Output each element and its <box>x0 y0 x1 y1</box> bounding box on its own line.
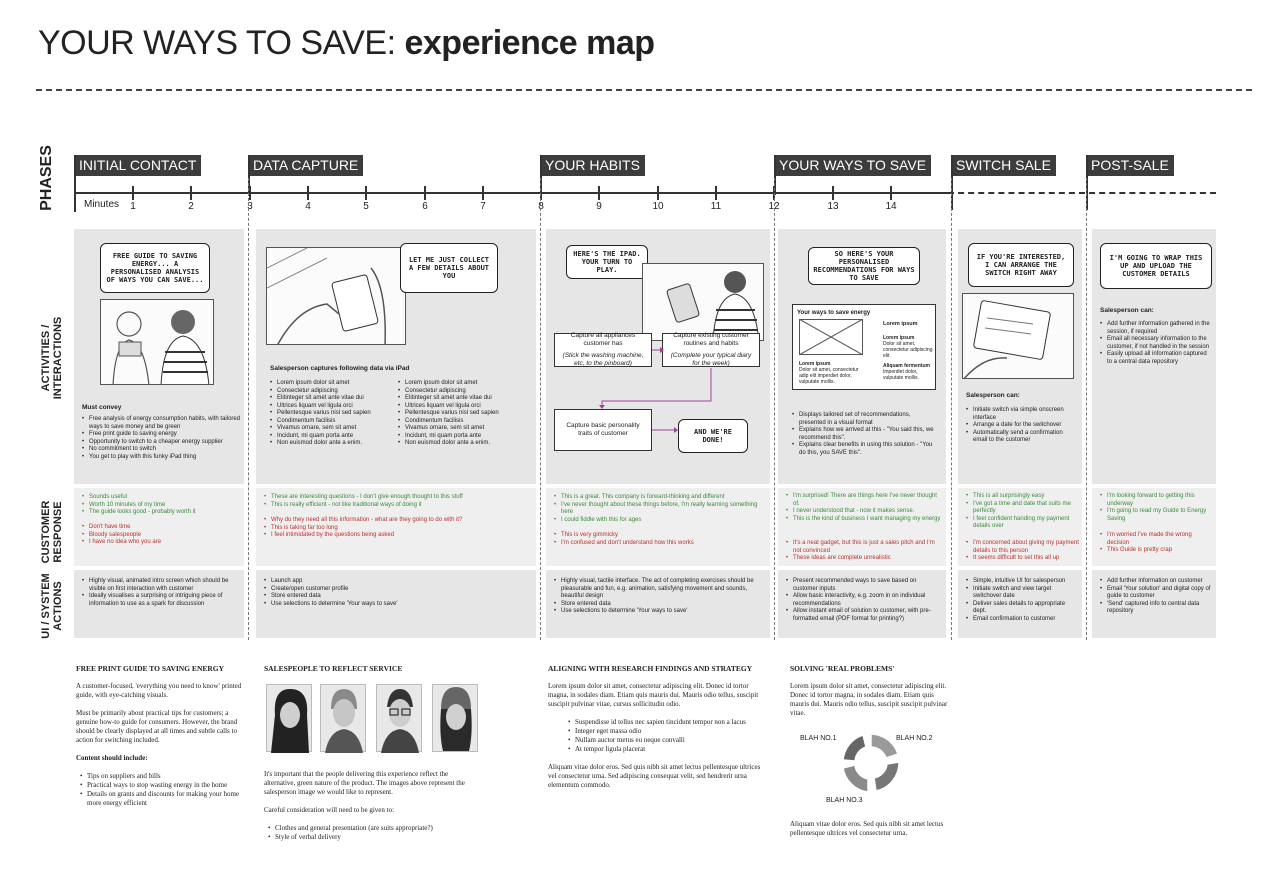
minute-tick <box>890 186 892 200</box>
problems-heading: SOLVING 'REAL PROBLEMS' <box>790 664 895 673</box>
sales-paragraph-1: It's important that the people delivering this experience reflect the alternative, green nature of the product. The images above represent the salesperson image we would like to represent. <box>264 770 465 796</box>
screen-text-1-head: Lorem ipsum <box>883 335 915 341</box>
list-item: • Ultrices liquam vel ligula orci <box>398 403 530 411</box>
row-label-activities <box>40 298 64 418</box>
data-list-column-1 <box>270 380 398 448</box>
minute-label: 13 <box>827 201 839 212</box>
minute-label: 2 <box>188 201 194 212</box>
box-title: Capture basic personality traits of customer <box>566 422 640 437</box>
list-item: • Lorem ipsum dolor sit amet <box>270 380 398 388</box>
customer-post-sale <box>1092 488 1216 566</box>
blah-label-3: BLAH NO.3 <box>826 797 863 804</box>
minute-tick <box>307 186 309 200</box>
list-item: • This is very gimmicky <box>554 532 766 540</box>
negative-responses <box>966 540 1080 563</box>
ui-ways-to-save <box>778 570 946 638</box>
column-separator-1 <box>248 178 249 640</box>
list-item: • Lorem ipsum dolor sit amet <box>398 380 530 388</box>
ui-post-sale <box>1092 570 1216 638</box>
phase-your-habits: YOUR HABITS <box>540 155 645 176</box>
list-item: • Add further information gathered in the session, if required <box>1100 321 1212 336</box>
phase-tick-1 <box>74 155 76 212</box>
speech-bubble: FREE GUIDE TO SAVING ENERGY... A PERSONALISED ANALYSIS OF WAYS YOU CAN SAVE... <box>100 243 210 293</box>
list-item: • I have no idea who you are <box>82 539 242 547</box>
customer-switch-sale <box>958 488 1082 566</box>
problems-paragraph-1: Lorem ipsum dolor sit amet, consectetur adipiscing elit. Donec id tortor magna, in sodales diam. Etiam quis mauris dui. Mauris odio tellus, suscipit suscipit pulvinar vitae. <box>790 682 948 717</box>
minute-tick <box>482 186 484 200</box>
column-separator-3 <box>774 178 775 640</box>
list-item: • Free analysis of energy consumption habits, with tailored ways to save money and be green <box>82 416 242 431</box>
minute-tick <box>249 186 251 200</box>
row-label-phases: PHASES <box>38 145 55 211</box>
ui-data-capture <box>256 570 536 638</box>
list-item: • At tempor ligula placerat <box>568 745 770 754</box>
customer-data-capture <box>256 488 536 566</box>
speech-bubble: SO HERE'S YOUR PERSONALISED RECOMMENDATIONS FOR WAYS TO SAVE <box>808 247 920 285</box>
speech-bubble: HERE'S THE IPAD. YOUR TURN TO PLAY. <box>566 245 648 279</box>
column-separator-5 <box>1086 178 1087 640</box>
list-item: • Store entered data <box>264 593 532 601</box>
ui-actions-list <box>786 578 942 623</box>
list-item: • Consectetur adipiscing <box>270 388 398 396</box>
box-note: (Stick the washing machine, etc, to the pinboard) <box>562 352 644 367</box>
list-item: • Opportunity to switch to a cheaper energy supplier <box>82 439 242 447</box>
research-paragraph-2: Aliquam vitae dolor eros. Sed quis nibh sit amet lectus pellentesque ultrices vel consectetur urna. Sed adipiscing consequat velit, sed hendrerit urna elementum commodo. <box>548 763 761 789</box>
activities-post-sale <box>1092 229 1216 484</box>
list-item: • Explains how we arrived at this - "You said this, we recommend this". <box>792 427 938 442</box>
list-item: • Automatically send a confirmation email to the customer <box>966 430 1078 445</box>
sales-heading: SALESPEOPLE TO REFLECT SERVICE <box>264 664 403 673</box>
list-item: • I could fiddle with this for ages <box>554 517 766 525</box>
list-item: • I feel confident handing my payment details over <box>966 516 1080 531</box>
list-item: • This Guide is pretty crap <box>1100 547 1214 555</box>
blah-label-2: BLAH NO.2 <box>896 735 933 742</box>
screen-heading-1: Lorem ipsum <box>883 321 918 327</box>
list-item: • Don't have time <box>82 524 242 532</box>
minute-tick <box>190 186 192 200</box>
list-item: • Details on grants and discounts for making your home more energy efficient <box>80 790 248 808</box>
list-item: • I've never thought about these things before, I'm really learning something here <box>554 502 766 517</box>
row-label-customer <box>40 492 64 572</box>
negative-responses <box>554 532 766 547</box>
row-label-activities-line1: ACTIVITIES / <box>40 324 52 392</box>
list-item: • Sounds useful <box>82 494 242 502</box>
list-item: • It seems difficult to set this all up <box>966 555 1080 563</box>
list-item: • 'Send' captured info to central data repository <box>1100 601 1214 616</box>
sketch-illustration <box>266 247 406 345</box>
post-sale-heading: Salesperson can: <box>1100 307 1154 314</box>
row-label-ui <box>40 566 64 646</box>
positive-responses <box>786 493 942 523</box>
list-item: • These are interesting questions - I don't give enough thought to this stuff <box>264 494 532 502</box>
research-heading: ALIGNING WITH RESEARCH FINDINGS AND STRATEGY <box>548 664 753 673</box>
page-title <box>38 24 655 63</box>
data-list-column-2 <box>398 380 530 448</box>
minute-label: 1 <box>130 201 136 212</box>
positive-responses <box>966 493 1080 531</box>
guide-paragraph-3: Content should include: <box>76 754 148 762</box>
list-item: • Highly visual, animated intro screen which should be visible on first interaction with customer <box>82 578 242 593</box>
minute-tick <box>132 186 134 200</box>
speech-bubble: IF YOU'RE INTERESTED, I CAN ARRANGE THE SWITCH RIGHT AWAY <box>968 243 1074 287</box>
ways-to-save-screen <box>792 304 936 390</box>
list-item: • Bloody salespeople <box>82 532 242 540</box>
list-item: • Allow basic interactivity, e.g. zoom in on individual recommendations <box>786 593 942 608</box>
list-item: • Consectetur adipiscing <box>398 388 530 396</box>
list-item: • I'm concerned about giving my payment details to this person <box>966 540 1080 555</box>
customer-your-habits <box>546 488 770 566</box>
list-item: • Explains clear benefits in using this solution - "You do this, you SAVE this". <box>792 442 938 457</box>
list-item: • This is the kind of business I want managing my energy <box>786 516 942 524</box>
customer-initial <box>74 488 244 566</box>
minute-label: 12 <box>768 201 780 212</box>
list-item: • I'm worried I've made the wrong decision <box>1100 532 1214 547</box>
ui-actions-list <box>1100 578 1214 616</box>
phase-post-sale: POST-SALE <box>1086 155 1174 176</box>
speech-bubble: LET ME JUST COLLECT A FEW DETAILS ABOUT YOU <box>400 243 498 293</box>
title-prefix: YOUR WAYS TO SAVE: <box>38 24 405 62</box>
minute-label: 5 <box>363 201 369 212</box>
problems-paragraph-2: Aliquam vitae dolor eros. Sed quis nibh sit amet lectus pellentesque ultrices vel consectetur urna. <box>790 820 944 837</box>
minute-label: 8 <box>538 201 544 212</box>
row-label-ui-line1: UI / SYSTEM <box>40 573 52 639</box>
salesperson-photo-1 <box>266 684 312 752</box>
list-item: • Email all necessary information to the customer, if not handled in the session <box>1100 336 1212 351</box>
screen-text-3-head: Lorem ipsum <box>799 361 831 367</box>
list-item: • Use selections to determine 'Your ways to save' <box>264 601 532 609</box>
list-item: • I've got a time and date that suits me perfectly <box>966 501 1080 516</box>
must-convey-heading: Must convey <box>82 404 122 411</box>
list-item: • Arrange a date for the switchover <box>966 422 1078 430</box>
negative-responses <box>264 517 532 540</box>
ui-your-habits <box>546 570 770 638</box>
list-item: • Email confirmation to customer <box>966 616 1080 624</box>
positive-responses <box>1100 493 1214 523</box>
list-item: • Ultrices liquam vel ligula orci <box>270 403 398 411</box>
minute-label: 3 <box>247 201 253 212</box>
positive-responses <box>82 494 242 517</box>
positive-responses <box>264 494 532 509</box>
list-item: • Create/open customer profile <box>264 586 532 594</box>
list-item: • No commitment to switch <box>82 446 242 454</box>
list-item: • Simple, intuitive UI for salesperson <box>966 578 1080 586</box>
screen-text-2-body: Imperdiet dolor, vulputate mollis. <box>883 369 919 381</box>
ui-actions-list <box>966 578 1080 623</box>
research-list <box>548 718 770 754</box>
list-item: • It's a neat gadget, but this is just a sales pitch and I'm not convinced <box>786 540 942 555</box>
ui-actions-list <box>82 578 242 608</box>
minute-label: 4 <box>305 201 311 212</box>
guide-heading: FREE PRINT GUIDE TO SAVING ENERGY <box>76 664 225 673</box>
list-item: • Worth 10 minutes of my time <box>82 502 242 510</box>
list-item: • This is a great. This company is forward-thinking and different <box>554 494 766 502</box>
activities-ways-to-save <box>778 229 946 484</box>
minutes-label: Minutes <box>84 199 120 210</box>
screen-text-3 <box>799 361 863 385</box>
phase-your-ways-to-save: YOUR WAYS TO SAVE <box>774 155 931 176</box>
column-separator-4 <box>951 178 952 640</box>
column-separator-2 <box>540 178 541 640</box>
research-paragraph-1: Lorem ipsum dolor sit amet, consectetur adipiscing elit. Donec id tortor magna, in sodales diam. Etiam quis mauris dui. Mauris odio tellus, suscipit suscipit pulvinar vitae, cursus sollicitudin odio. <box>548 682 759 708</box>
screen-text-3-body: Dolor sit amet, consectetur adip elit imperdiet dolor, vulputate mollis. <box>799 367 859 385</box>
list-item: • Store entered data <box>554 601 766 609</box>
list-item: • This is taking far too long <box>264 525 532 533</box>
switch-heading: Salesperson can: <box>966 392 1020 399</box>
salesperson-photo-3 <box>376 684 422 752</box>
list-item: • Clothes and general presentation (are suits appropriate?) <box>268 824 474 833</box>
list-item: • Practical ways to stop wasting energy in the home <box>80 781 248 790</box>
list-item: • Present recommended ways to save based on customer inputs <box>786 578 942 593</box>
sketch-illustration <box>100 299 214 385</box>
list-item: • Condimentum facilisis <box>270 418 398 426</box>
minute-label: 11 <box>710 201 722 212</box>
switch-list <box>966 407 1078 445</box>
list-item: • This is really efficient - not like traditional ways of doing it <box>264 502 532 510</box>
sketch-illustration <box>962 293 1074 379</box>
salesperson-photo-2 <box>320 684 366 752</box>
list-item: • I feel intimidated by the questions being asked <box>264 532 532 540</box>
ui-actions-list <box>554 578 766 616</box>
list-item: • Email 'Your solution' and digital copy of guide to customer <box>1100 586 1214 601</box>
minute-label: 6 <box>422 201 428 212</box>
activities-initial <box>74 229 244 484</box>
ui-actions-list <box>264 578 532 608</box>
minute-tick <box>424 186 426 200</box>
screen-text-1-body: Dolor sit amet, consectetur adipiscing elit <box>883 341 933 359</box>
list-item: • I'm going to read my Guide to Energy Saving <box>1100 508 1214 523</box>
negative-responses <box>786 540 942 563</box>
minute-label: 9 <box>596 201 602 212</box>
data-capture-heading: Salesperson captures following data via iPad <box>270 365 410 372</box>
list-item: • Vivamus ornare, sem sit amet <box>398 425 530 433</box>
minute-tick <box>598 186 600 200</box>
row-label-customer-line1: CUSTOMER <box>40 500 52 564</box>
list-item: • Tips on suppliers and bills <box>80 772 248 781</box>
timeline-axis-dashed <box>948 192 1216 194</box>
box-note: (Complete your typical diary for the week) <box>670 352 752 367</box>
list-item: • Incidunt, mi quam porta ante <box>270 433 398 441</box>
list-item: • Nullam auctor metus eu neque convalli <box>568 736 770 745</box>
list-item: • Ideally visualises a surprising or intriguing piece of information to use as a spark for discussion <box>82 593 242 608</box>
row-label-activities-line2: INTERACTIONS <box>52 316 64 400</box>
list-item: • Elitinteger sit amet ante vitae dui <box>270 395 398 403</box>
list-item: • Use selections to determine 'Your ways to save' <box>554 608 766 616</box>
activities-switch-sale <box>958 229 1082 484</box>
list-item: • Easily upload all information captured to a central data repository <box>1100 351 1212 366</box>
guide-body <box>76 682 248 808</box>
list-item: • I'm looking forward to getting this underway <box>1100 493 1214 508</box>
guide-paragraph-2: Must be primarily about practical tips for customers; a genuine how-to guide for consumers. However, the brand should be clearly displayed at all times and subtle calls to action for switching included. <box>76 709 238 744</box>
negative-responses <box>1100 532 1214 555</box>
list-item: • Vivamus ornare, sem sit amet <box>270 425 398 433</box>
list-item: • Initiate switch via simple onscreen interface <box>966 407 1078 422</box>
must-convey-list <box>82 416 242 461</box>
list-item: • I never understood that - now it makes sense. <box>786 508 942 516</box>
row-label-customer-line2: RESPONSE <box>52 501 64 563</box>
title-divider <box>36 89 1252 91</box>
list-item: • Free print guide to saving energy <box>82 431 242 439</box>
list-item: • This is all surprisingly easy <box>966 493 1080 501</box>
list-item: • Suspendisse id tellus nec sapien tincidunt tempor non a lacus <box>568 718 770 727</box>
list-item: • Displays tailored set of recommendations, presented in a visual format <box>792 412 938 427</box>
list-item: • You get to play with this funky iPad thing <box>82 454 242 462</box>
activities-your-habits <box>546 229 770 484</box>
list-item: • Pellentesque varius nisl sed sapien <box>398 410 530 418</box>
image-placeholder <box>799 319 863 355</box>
list-item: • Add further information on customer <box>1100 578 1214 586</box>
sales-list <box>264 824 474 842</box>
list-item: • Style of verbal delivery <box>268 833 474 842</box>
list-item: • I'm confused and don't understand how this works <box>554 540 766 548</box>
negative-responses <box>82 524 242 547</box>
list-item: • Integer eget massa odio <box>568 727 770 736</box>
list-item: • I'm surprised! There are things here I've never thought of. <box>786 493 942 508</box>
list-item: • Launch app <box>264 578 532 586</box>
title-main: experience map <box>404 24 655 62</box>
positive-responses <box>554 494 766 524</box>
minute-tick <box>657 186 659 200</box>
timeline-axis <box>74 192 948 194</box>
minute-tick <box>832 186 834 200</box>
guide-list <box>76 772 248 808</box>
ui-initial <box>74 570 244 638</box>
list-item: • Non euismod dolor ante a enim. <box>398 440 530 448</box>
speech-bubble-done: AND WE'RE DONE! <box>678 419 748 453</box>
list-item: • Pellentesque varius nisl sed sapien <box>270 410 398 418</box>
box-title: Capture all appliances customer has <box>570 332 636 347</box>
list-item: • Elitinteger sit amet ante vitae dui <box>398 395 530 403</box>
list-item: • Deliver sales details to appropriate dept. <box>966 601 1080 616</box>
phase-data-capture: DATA CAPTURE <box>248 155 363 176</box>
list-item: • Allow instant email of solution to customer, with pre-formatted email (PDF format for printing?) <box>786 608 942 623</box>
box-title: Capture existing customer routines and habits <box>673 332 749 347</box>
phase-initial-contact: INITIAL CONTACT <box>74 155 201 176</box>
salesperson-photo-4 <box>432 684 478 752</box>
screen-text-1 <box>883 335 933 359</box>
minute-label: 7 <box>480 201 486 212</box>
list-item: • Highly visual, tactile interface. The act of completing exercises should be pleasurable and fun, e.g. animation, satisfying movement and sounds, beautiful design <box>554 578 766 601</box>
ways-to-save-list <box>792 412 938 457</box>
list-item: • Why do they need all this information - what are they going to do with it? <box>264 517 532 525</box>
sales-body <box>264 770 474 842</box>
speech-bubble: I'M GOING TO WRAP THIS UP AND UPLOAD THE CUSTOMER DETAILS <box>1100 243 1212 289</box>
list-item: • The guide looks good - probably worth it <box>82 509 242 517</box>
screen-title: Your ways to save energy <box>797 310 871 316</box>
list-item: • Incidunt, mi quam porta ante <box>398 433 530 441</box>
row-label-ui-line2: ACTIONS <box>52 581 64 631</box>
phase-switch-sale: SWITCH SALE <box>951 155 1056 176</box>
list-item: • Non euismod dolor ante a enim. <box>270 440 398 448</box>
list-item: • These ideas are complete unrealistic <box>786 555 942 563</box>
minute-label: 14 <box>885 201 897 212</box>
post-sale-list <box>1100 321 1212 366</box>
activities-data-capture <box>256 229 536 484</box>
research-body <box>548 682 770 790</box>
minute-label: 10 <box>652 201 664 212</box>
screen-text-2-head: Aliquam fermentum <box>883 363 930 369</box>
blah-label-1: BLAH NO.1 <box>800 735 837 742</box>
guide-paragraph-1: A customer-focused, 'everything you need to know' printed guide, with eye-catching visuals. <box>76 682 242 699</box>
minute-tick <box>365 186 367 200</box>
customer-ways-to-save <box>778 488 946 566</box>
ui-switch-sale <box>958 570 1082 638</box>
minute-tick <box>715 186 717 200</box>
screen-text-2 <box>883 363 933 381</box>
sales-paragraph-2: Careful consideration will need to be given to: <box>264 806 395 814</box>
list-item: • Condimentum facilisis <box>398 418 530 426</box>
list-item: • Initiate switch and view target switchover date <box>966 586 1080 601</box>
